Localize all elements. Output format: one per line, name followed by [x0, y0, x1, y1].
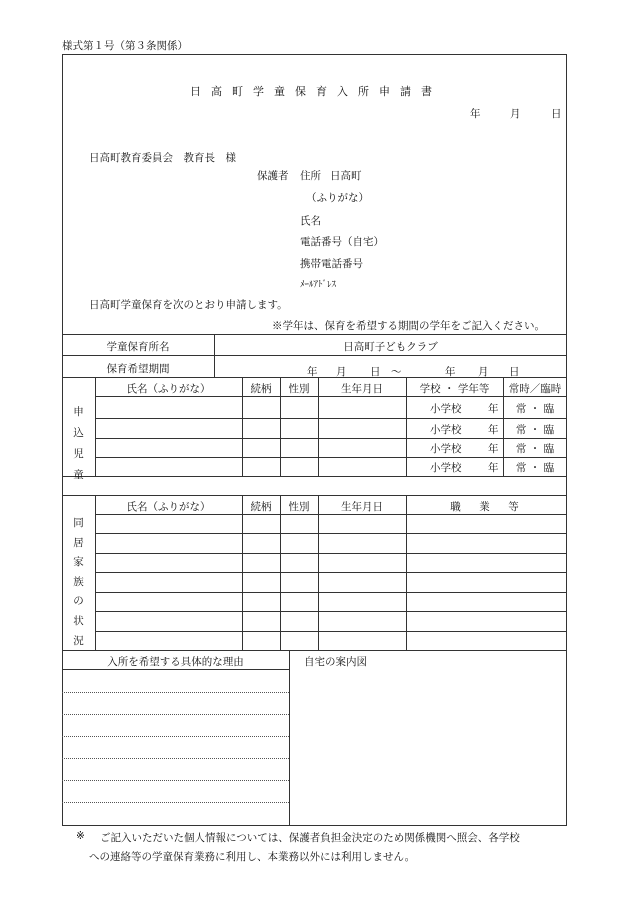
family-header-relation: 続柄 [250, 501, 272, 513]
reason-label: 入所を希望する具体的な理由 [107, 656, 244, 668]
period-label: 保育希望期間 [106, 363, 170, 375]
grade-note: ※学年は、保育を希望する期間の学年をご記入ください。 [272, 320, 545, 332]
home-phone-label: 電話番号（自宅） [300, 236, 384, 248]
children-header-name: 氏名（ふりがな） [126, 383, 211, 395]
privacy-note-mark: ※ [76, 830, 85, 842]
guardian-label: 保護者 [257, 170, 289, 182]
facility-value: 日高町子どもクラブ [343, 341, 438, 353]
family-side-label: 同 居 家 族 の 状 況 [73, 517, 84, 647]
addressee: 日高町教育委員会 教育長 様 [89, 152, 236, 164]
furigana-label: （ふりがな） [306, 192, 369, 204]
facility-label: 学童保育所名 [106, 341, 170, 353]
form-number: 様式第１号（第３条関係） [62, 40, 188, 52]
privacy-note-line1: ご記入いただいた個人情報については、保護者負担金決定のため関係機関へ照会、各学校 [100, 832, 520, 844]
period-start-month: 月 [336, 366, 347, 378]
mobile-phone-label: 携帯電話番号 [300, 258, 363, 270]
family-header-birth: 生年月日 [341, 501, 383, 513]
children-header-school: 学校 ・ 学年等 [419, 383, 490, 395]
children-header-relation: 続柄 [250, 383, 272, 395]
family-header-name: 氏名（ふりがな） [126, 501, 211, 513]
address-prefix: 日高町 [330, 170, 362, 182]
address-label: 住所 [300, 170, 321, 182]
period-tilde: ～ [391, 366, 402, 378]
privacy-note-line2: への連絡等の学童保育業務に利用し、本業務以外には利用しません。 [89, 851, 416, 863]
children-header-sex: 性別 [288, 383, 310, 395]
home-map-area[interactable] [300, 672, 562, 822]
children-header-type: 常時／臨時 [508, 383, 562, 395]
date-year: 年 [470, 108, 481, 120]
family-header-sex: 性別 [288, 501, 310, 513]
period-start-year: 年 [307, 366, 318, 378]
map-label: 自宅の案内図 [304, 656, 367, 668]
date-day: 日 [551, 108, 562, 120]
email-label: ﾒｰﾙｱﾄﾞﾚｽ [300, 280, 337, 290]
period-start-day: 日 [370, 366, 381, 378]
period-end-year: 年 [445, 366, 456, 378]
name-label: 氏名 [300, 215, 321, 227]
period-end-day: 日 [509, 366, 520, 378]
children-header-birth: 生年月日 [341, 383, 383, 395]
children-side-label: 申 込 児 童 [73, 406, 84, 481]
period-end-month: 月 [478, 366, 489, 378]
form-title: 日高町学童保育入所申請書 [190, 85, 442, 98]
family-header-occupation: 職 業 等 [450, 501, 523, 513]
request-text: 日高町学童保育を次のとおり申請します。 [89, 299, 288, 311]
date-month: 月 [510, 108, 521, 120]
